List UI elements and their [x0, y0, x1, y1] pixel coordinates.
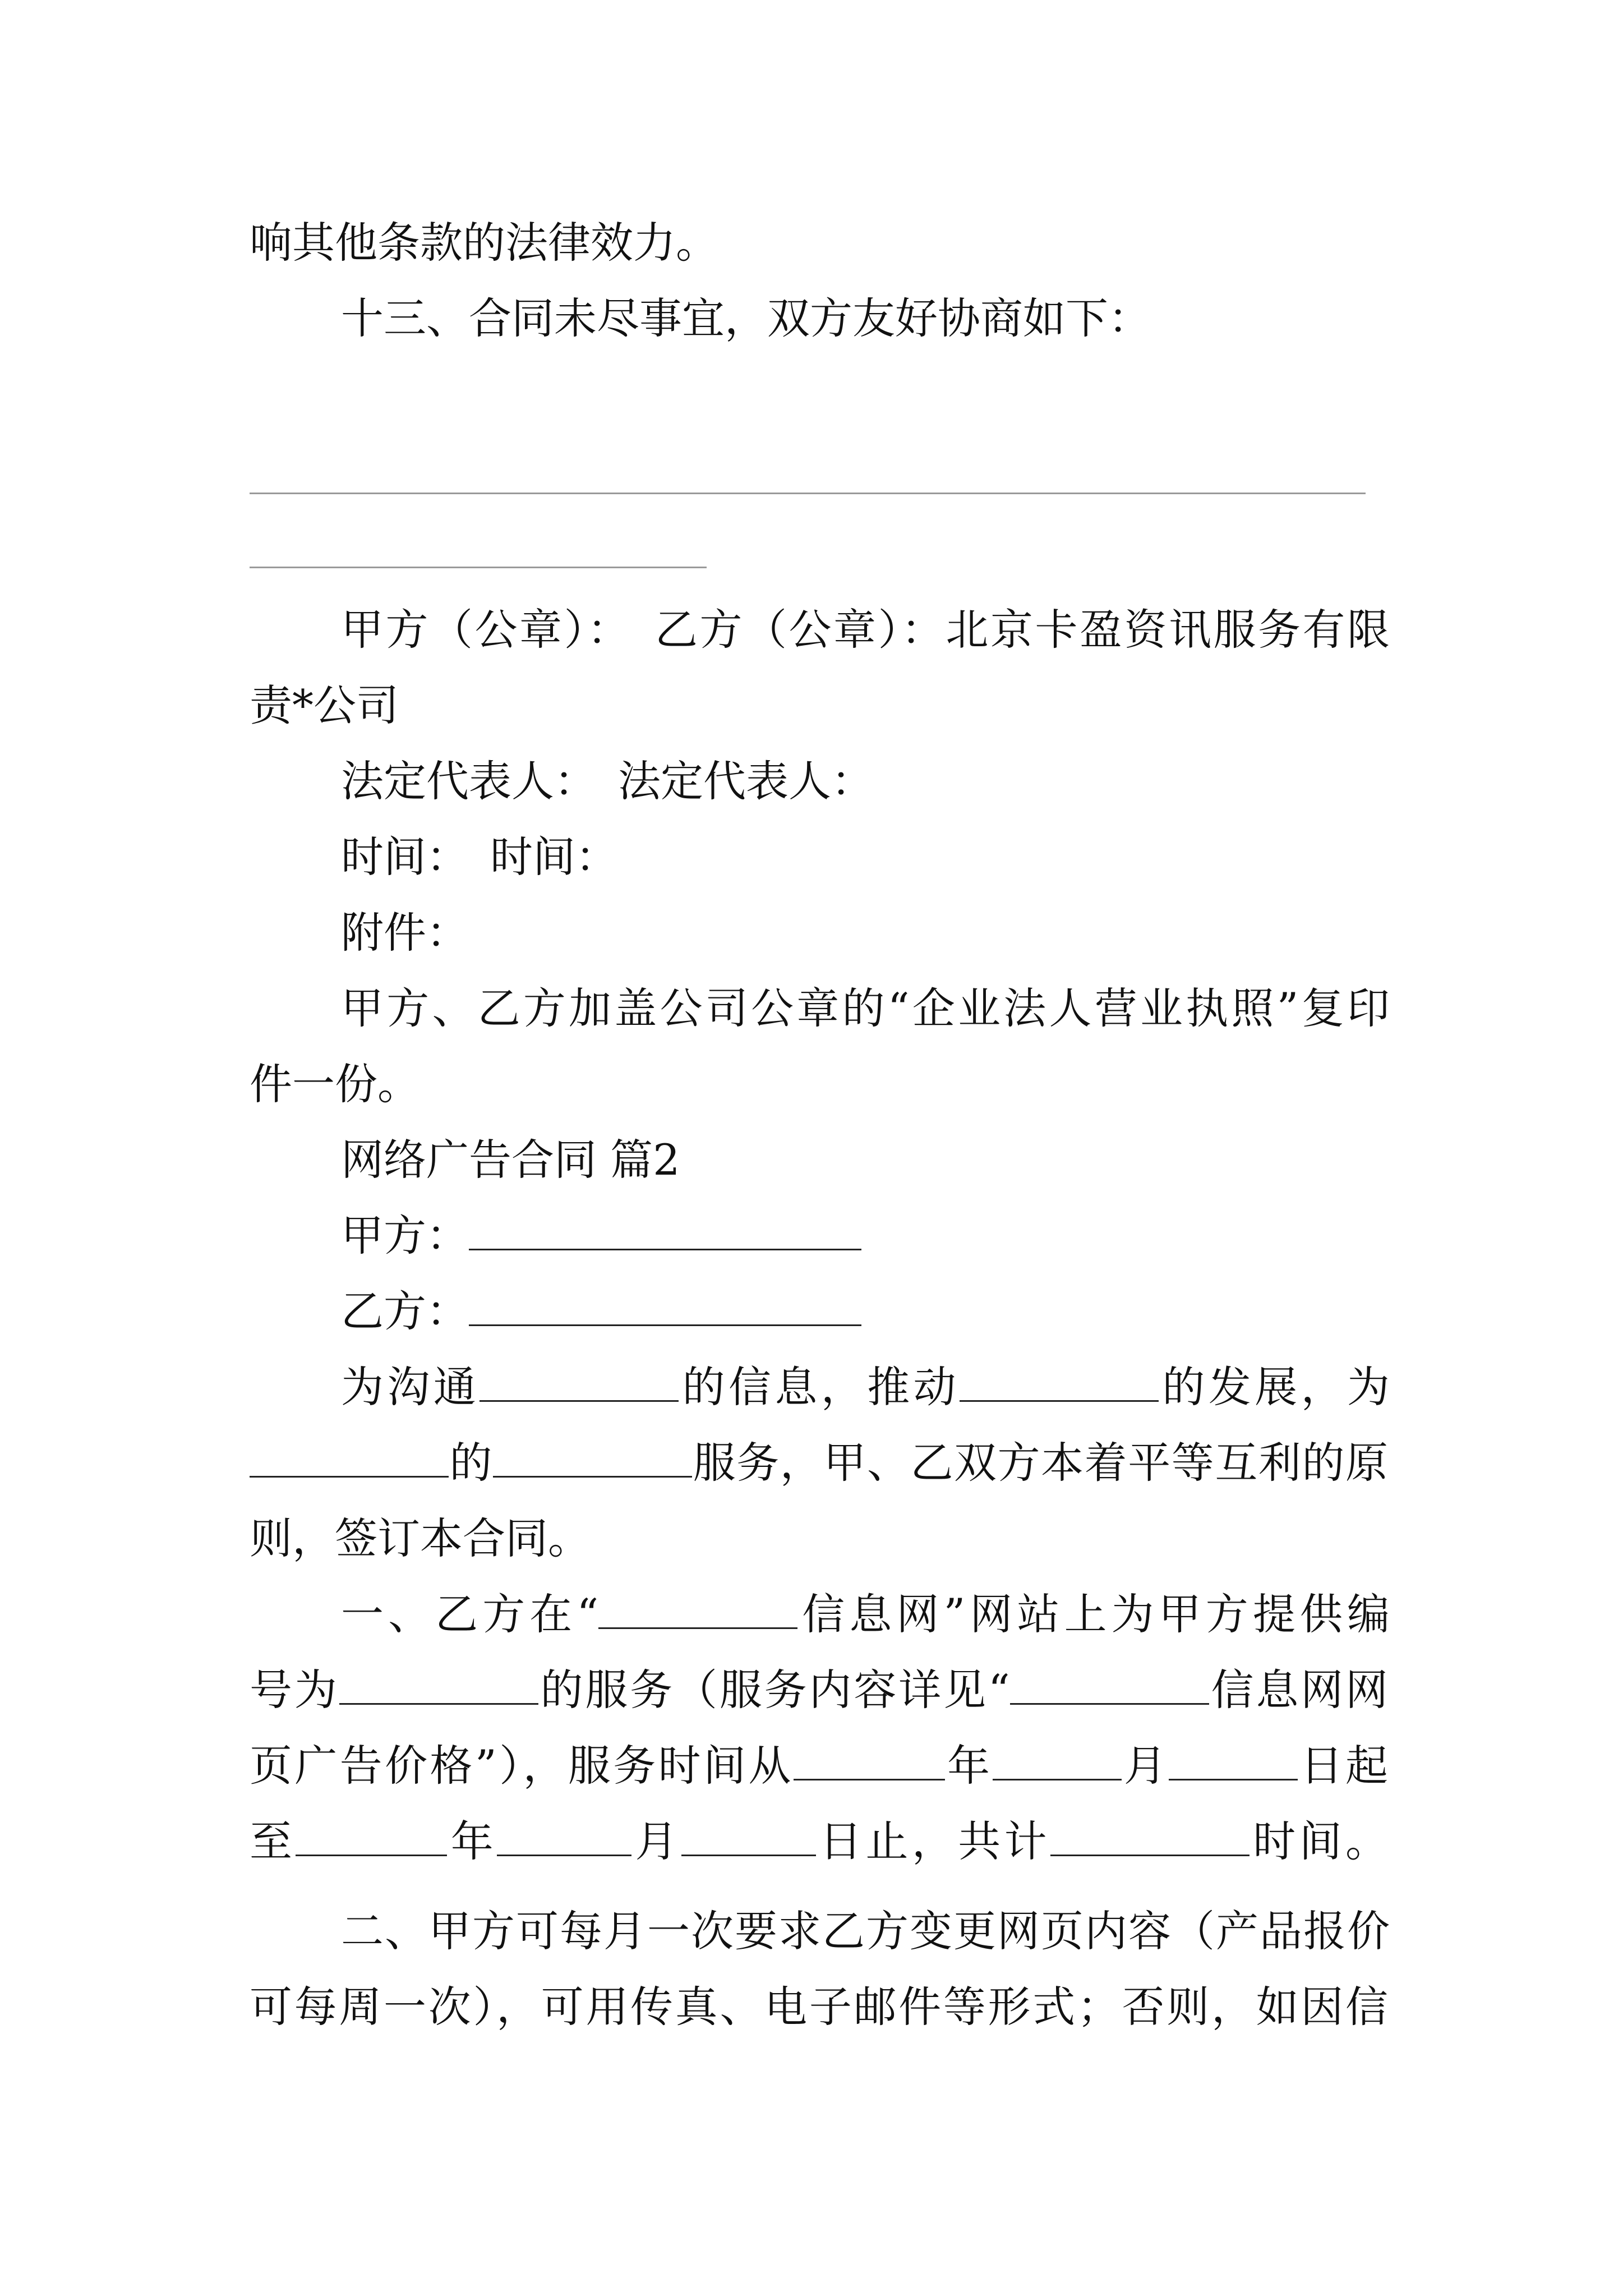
- fill-blank: [1050, 1854, 1249, 1856]
- party-a-blank: [469, 1248, 861, 1250]
- paragraph-line: [341, 1360, 1390, 1414]
- clause-1-line: [341, 1588, 1390, 1641]
- text-span: 年: [447, 1816, 497, 1866]
- fill-blank: [1010, 1703, 1209, 1705]
- paragraph-line: [250, 1436, 1388, 1490]
- party-b-blank: [469, 1324, 861, 1326]
- text-span: 为沟通: [341, 1362, 480, 1412]
- clause-1-line: [250, 1815, 1388, 1869]
- blank-rule: [250, 493, 1366, 494]
- clause-13-heading: 十三、合同未尽事宜，双方友好协商如下：: [341, 293, 1151, 343]
- text-span: 的: [449, 1438, 494, 1488]
- party-a-label: 甲方：: [341, 1211, 469, 1260]
- text-span: 信息网”网站上为甲方提供编: [797, 1589, 1390, 1639]
- party-b-line: [341, 1285, 1390, 1338]
- text-span: 号为: [250, 1665, 339, 1715]
- clause-1-line: [250, 1739, 1388, 1793]
- clause-2-line: 可每周一次），可用传真、电子邮件等形式；否则，如因信: [250, 1982, 1388, 2032]
- fill-blank: [794, 1778, 945, 1780]
- text-span: 的发展，为: [1159, 1362, 1390, 1412]
- party-b-label: 乙方：: [341, 1286, 469, 1336]
- text-span: 年: [944, 1741, 993, 1791]
- text-span: 日止，共计: [815, 1816, 1050, 1866]
- fill-blank: [497, 1854, 631, 1856]
- fill-blank: [339, 1703, 538, 1705]
- legal-representative-line: 法定代表人： 法定代表人：: [341, 756, 874, 806]
- contract-2-title: 网络广告合同 篇2: [341, 1135, 680, 1185]
- fill-blank: [250, 1475, 449, 1478]
- fill-blank: [493, 1475, 692, 1478]
- fill-blank: [1169, 1778, 1298, 1780]
- text-span: 的信息，推动: [679, 1362, 960, 1412]
- clause-1-line: [250, 1663, 1388, 1717]
- text-span: 页广告价格”），服务时间从: [250, 1741, 794, 1791]
- text-span: 一、乙方在“: [341, 1589, 599, 1639]
- fill-blank: [598, 1627, 797, 1629]
- attachment-text: 甲方、乙方加盖公司公章的“企业法人营业执照”复印: [341, 983, 1390, 1033]
- party-a-line: [341, 1209, 1390, 1263]
- text-line: 响其他条款的法律效力。: [250, 218, 718, 268]
- fill-blank: [681, 1854, 816, 1856]
- clause-2-line: 二、甲方可每月一次要求乙方变更网页内容（产品报价: [341, 1906, 1390, 1956]
- text-span: 月: [631, 1816, 681, 1866]
- fill-blank: [960, 1400, 1159, 1402]
- fill-blank: [296, 1854, 447, 1856]
- text-line: 责*公司: [250, 680, 399, 730]
- text-span: 服务，甲、乙双方本着平等互利的原: [692, 1438, 1389, 1488]
- text-span: 的服务（服务内容详见“: [538, 1665, 1010, 1715]
- blank-rule: [250, 567, 707, 568]
- text-span: 至: [250, 1816, 296, 1866]
- fill-blank: [479, 1400, 679, 1402]
- text-span: 时间。: [1249, 1816, 1389, 1866]
- text-line: 件一份。: [250, 1059, 420, 1109]
- paragraph-line: 则，签订本合同。: [250, 1513, 591, 1563]
- text-span: 信息网网: [1209, 1665, 1389, 1715]
- date-line: 时间： 时间：: [341, 832, 618, 882]
- fill-blank: [993, 1778, 1122, 1780]
- text-span: 日起: [1298, 1741, 1389, 1791]
- seal-line: 甲方（公章）： 乙方（公章）：北京卡盈资讯服务有限: [341, 605, 1390, 655]
- text-span: 月: [1121, 1741, 1169, 1791]
- attachment-label: 附件：: [341, 908, 469, 958]
